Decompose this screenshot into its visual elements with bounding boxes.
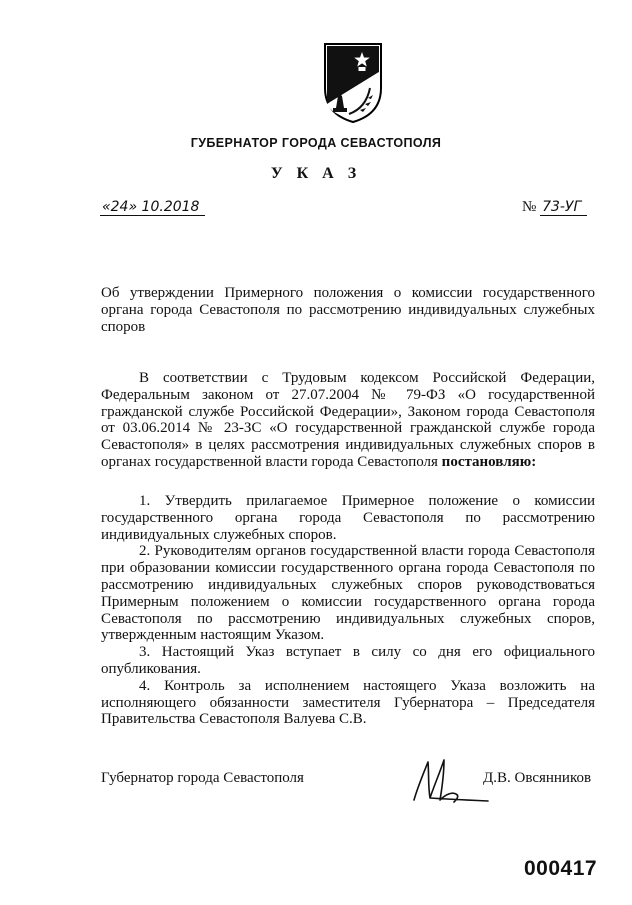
document-date — [100, 199, 205, 216]
preamble — [101, 370, 595, 471]
document-number — [522, 199, 587, 216]
decree-item-2: 2. Руководителям органов государственной власти города Севастополя при образовании комиссии государственного органа города Севастополя по рассмотрению индивидуальных служебных споров руководствоваться Примерным положением о комиссии государственного органа города Севастополя по рассмотрению индивидуальных служебных споров, утвержденным настоящим Указом. — [101, 543, 595, 644]
date-day: 24 — [110, 199, 129, 215]
decree-items — [101, 493, 595, 728]
preamble-text: В соответствии с Трудовым кодексом Российской Федерации, Федеральным законом от 27.07.2004 № 79-ФЗ «О государственной гражданской службе Российской Федерации», Законом города Севастополя от 03.06.2014 № 23-ЗС «О государственной гражданской службе города Севастополя» в целях рассмотрения индивидуальных служебных споров в органах государственной власти города Севастополя — [101, 370, 595, 470]
serial-number: 000417 — [524, 857, 598, 880]
signatory-position: Губернатор города Севастополя — [101, 770, 304, 786]
handwritten-signature — [404, 756, 490, 806]
date-rest: » 10.2018 — [128, 199, 200, 215]
preamble-keyword: постановляю: — [441, 453, 537, 470]
number-sign: № — [522, 199, 537, 215]
date-handwritten — [100, 200, 205, 216]
number-handwritten: 73-УГ — [540, 200, 587, 216]
document-type-heading: У К А З — [270, 165, 362, 182]
coat-of-arms-icon — [322, 42, 384, 124]
date-quote-open: « — [102, 199, 111, 215]
preamble-paragraph — [101, 370, 595, 471]
decree-title: Об утверждении Примерного положения о комиссии государственного органа города Севастополя по рассмотрению индивидуальных служебных споров — [101, 285, 595, 335]
issuer-heading: ГУБЕРНАТОР ГОРОДА СЕВАСТОПОЛЯ — [190, 136, 442, 150]
decree-item-4: 4. Контроль за исполнением настоящего Указа возложить на исполняющего обязанности заместителя Губернатора – Председателя Правительства Севастополя Валуева С.В. — [101, 677, 595, 728]
decree-item-1: 1. Утвердить прилагаемое Примерное положение о комиссии государственного органа города Севастополя по рассмотрению индивидуальных служебных споров. — [101, 493, 595, 543]
decree-item-3: 3. Настоящий Указ вступает в силу со дня его официального опубликования. — [101, 644, 595, 677]
signatory-name: Д.В. Овсянников — [483, 770, 592, 786]
